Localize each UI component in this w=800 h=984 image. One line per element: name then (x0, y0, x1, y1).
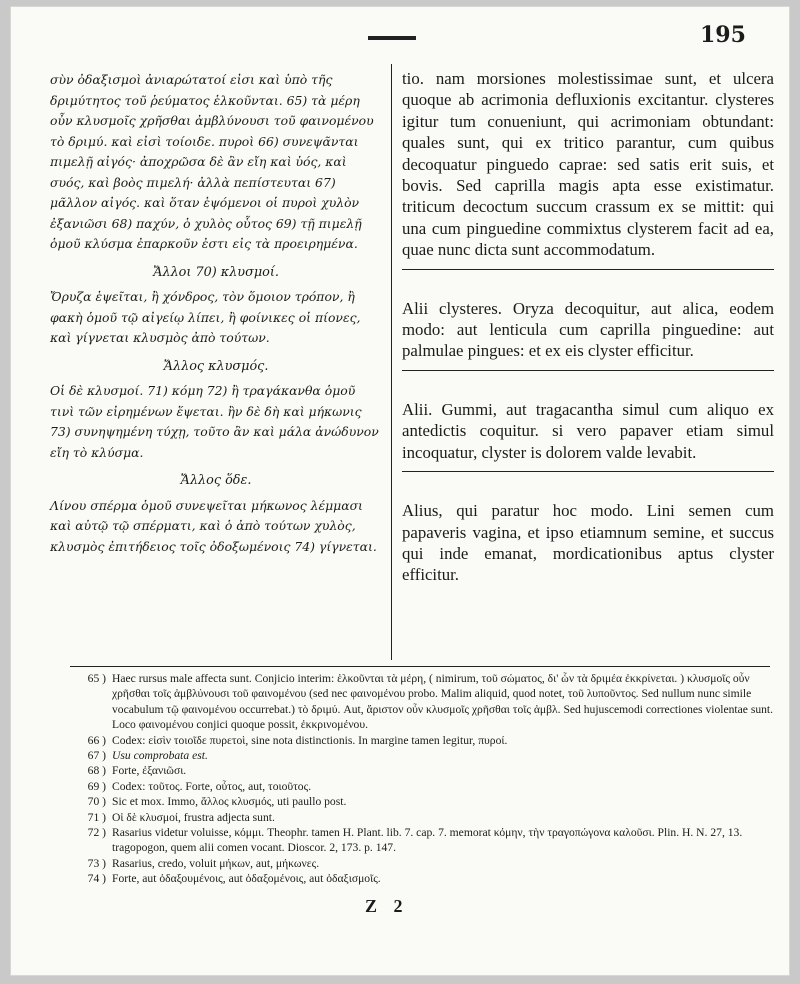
footnote-text: Usu comprobata est. (112, 749, 208, 763)
section-rule (402, 370, 774, 371)
footnote-text: Codex: εἰσὶν τοιοῖδε πυρετοὶ, sine nota distinctionis. In margine tamen legitur, πυροί. (112, 733, 508, 747)
greek-paragraph: σὺν ὀδαξισμοὶ ἀνιαρώτατοί εἰσι καὶ ὑπὸ τῆς δριμύτητος τοῦ ῥεύματος ἑλκοῦνται. 65) τὰ μέρη οὖν κλυσμοῖς χρῆσθαι ἀμβλύνουσι τοῦ φαινομένου τὸ δριμύ. καὶ εἰσὶ τοίοιδε. πυροὶ 66) συνεψᾶνται πιμελῇ αἰγός· ἀποχρῶσα δὲ ἂν εἴη καὶ ὑός, καὶ συός, καὶ βοὸς πιμελή· ἀλλὰ πεπίστευται 67) μᾶλλον αἰγός. καὶ ὅταν ἑψόμενοι οἱ πυροὶ χυλὸν ἐξανιῶσι 68) παχύν, ὁ χυλὸς οὗτος 69) τῇ πιμελῇ ὁμοῦ κλύσμα ἐπαρκοῦν ἐστι εἰς τὰ προειρημένα. (50, 72, 374, 251)
signature-mark: Z 2 (365, 896, 409, 916)
footnote-number: 69 ) (87, 779, 106, 793)
footnote (66, 794, 776, 809)
footnote (66, 871, 776, 886)
footnote-text: Haec rursus male affecta sunt. Conjicio interim: ἑλκοῦνται τὰ μέρη, ( nimirum, τοῦ σώματος, δι' ὧν τὰ δριμέα ἐκκρίνεται. ) κλυσμοῖς οὖν χρῆσθαι τοῖς ἀμβλύνουσι τοῦ φαινομένου (sed nec φαινομένου probo. Malim aliquid, quod notet, τοῦ λυποῦντος. Sed nullum nunc simile vocabulum τῷ φαινομένου occurrebat.) τὸ δριμύ. Aut, ἄριστον οὖν κλυσμοῖς χρῆσθαι τοῖς ἀμβλ. Sed hujuscemodi correctiones violentae sunt. Loco φαινομένου conjici quoque possit, ἐκκρινομένου. (112, 672, 774, 732)
footnote-text: Forte, aut ὀδαξουμένοις, aut ὀδαξομένοις, aut ὀδαξισμοῖς. (112, 872, 381, 886)
footnote-rule (70, 666, 770, 667)
greek-heading: Ἄλλοι 70) κλυσμοί. (153, 264, 279, 280)
footnote (66, 763, 776, 778)
footnote-number: 68 ) (87, 764, 106, 778)
footnote (66, 671, 776, 733)
footnote-text: Οἱ δὲ κλυσμοί, frustra adjecta sunt. (112, 810, 275, 824)
page-number: 195 (700, 22, 746, 48)
footnote-number: 73 ) (87, 856, 106, 870)
footnote (66, 810, 776, 825)
column-divider (391, 64, 392, 660)
latin-paragraph: Alius, qui paratur hoc modo. Lini semen cum papaveris vagina, et ipso etiamnum semine, et succus qui inde emanat, mordicationibus aptus clyster efficitur. (402, 501, 774, 585)
footnote-text: Rasarius videtur voluisse, κόμμι. Theophr. tamen H. Plant. lib. 7. cap. 7. memorat κόμην, τὴν τραγοπώγονα καλοῦσι. Plin. H. N. 27, 13. tragopogon, quem alii comen vocant. Dioscor. 2, 173. p. 147. (112, 826, 743, 855)
greek-paragraph: Λίνου σπέρμα ὁμοῦ συνεψεῖται μήκωνος λέμμασι καὶ αὐτῷ τῷ σπέρματι, καὶ ὁ ἀπὸ τούτων χυλὸς, κλυσμὸς ἐπιτήδειος τοῖς ὀδοξωμένοις 74) γίγνεται. (50, 497, 377, 554)
footnote-number: 65 ) (87, 672, 106, 685)
latin-column (402, 68, 774, 586)
section-rule (402, 471, 774, 472)
greek-column (50, 70, 382, 565)
footnote-text: Codex: τοῦτος. Forte, οὗτος, aut, τοιοῦτος. (112, 779, 312, 793)
greek-heading: Ἄλλος κλυσμός. (163, 358, 269, 374)
latin-paragraph: tio. nam morsiones molestissimae sunt, et ulcera quoque ab acrimonia defluxionis excitantur. clysteres igitur tum conueniunt, qui acrimoniam obtundant: quales sunt, qui ex tritico parantur, cum quibus decoquatur pinguedo caprae: sed satis erit suis, et bovis. Sed caprilla magis apta esse existimatur. triticum decoctum succum crassum ex se mittit: qui una cum pinguedine commixtus clysterem facit ad ea, quae nunc dicta sunt accommodatum. (402, 69, 774, 260)
greek-heading: Ἄλλος ὅδε. (180, 473, 252, 488)
book-page (10, 6, 790, 976)
footnote-text: Forte, ἐξανιῶσι. (112, 764, 187, 778)
footnote (66, 748, 776, 763)
header-rule (368, 36, 416, 40)
footnote-number: 66 ) (87, 733, 106, 747)
footnotes (66, 671, 776, 887)
latin-paragraph: Alii clysteres. Oryza decoquitur, aut alica, eodem modo: aut lenticula cum caprilla pinguedine: aut palmulae pingues: et ex eis clyster efficitur. (402, 298, 774, 361)
footnote-number: 72 ) (87, 826, 106, 840)
footnote-number: 71 ) (87, 810, 106, 824)
footnote-number: 74 ) (87, 872, 106, 886)
greek-paragraph: Οἱ δὲ κλυσμοί. 71) κόμη 72) ἢ τραγάκανθα ὁμοῦ τινὶ τῶν εἰρημένων ἕψεται. ἢν δὲ δὴ καὶ μήκωνις 73) συνηψημένη τύχῃ, τοῦτο ἂν καὶ μάλα ἀνώδυνον εἴη τὸ κλύσμα. (50, 383, 379, 460)
latin-paragraph: Alii. Gummi, aut tragacantha simul cum aliquo ex antedictis coquitur. si vero papaver etiam simul incoquatur, clyster is dolorem valde levabit. (402, 399, 774, 462)
footnote-text: Rasarius, credo, voluit μήκων, aut, μήκωνες. (112, 856, 320, 870)
footnote-number: 70 ) (87, 795, 106, 809)
greek-paragraph: Ὄρυζα ἑψεῖται, ἢ χόνδρος, τὸν ὅμοιον τρόπον, ἢ φακὴ ὁμοῦ τῷ αἰγείῳ λίπει, ἢ φοίνικες οἱ πίονες, καὶ γίγνεται κλυσμὸς ἀπὸ τούτων. (50, 289, 361, 345)
section-rule (402, 269, 774, 270)
footnote (66, 856, 776, 871)
footnote (66, 825, 776, 856)
footnote-number: 67 ) (87, 749, 106, 763)
footnote-text: Sic et mox. Immo, ἄλλος κλυσμός, uti paullo post. (112, 795, 347, 809)
footnote (66, 733, 776, 748)
footnote (66, 779, 776, 794)
